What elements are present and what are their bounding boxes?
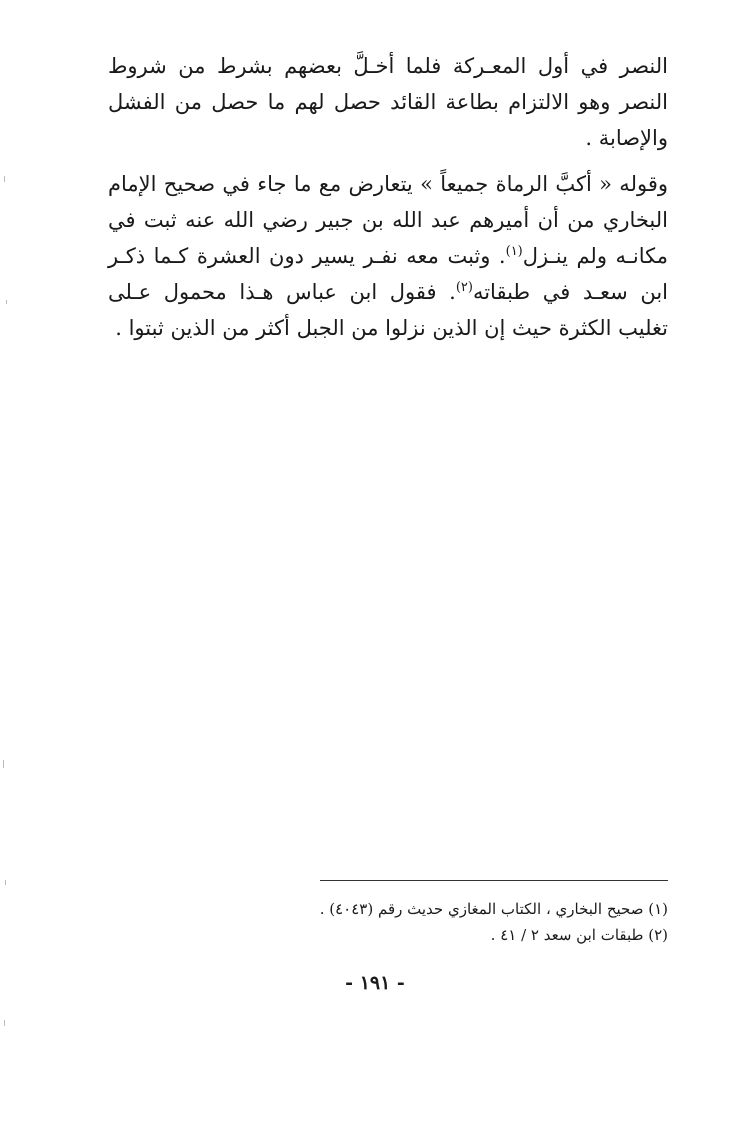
footnote-separator (320, 880, 668, 881)
scan-speck (4, 1020, 5, 1026)
scan-speck (5, 880, 6, 885)
paragraph-2-part-2: . وثبت معه نفـر يسير دون العشرة كـما ذكـر ابن سعـد في طبقاته (108, 244, 668, 304)
footnotes (300, 896, 668, 948)
footnote-1: (١) صحيح البخاري ، الكتاب المغازي حديث رقم (٤٠٤٣) . (319, 900, 668, 918)
scan-speck (4, 176, 5, 182)
scan-speck (3, 760, 4, 768)
main-text-body (108, 48, 668, 346)
page-number: - ١٩١ - (345, 972, 405, 994)
paragraph-2-part-3: . فقول ابن عباس هـذا محمول عـلى تغليب الكثرة حيث إن الذين نزلوا من الجبل أكثر من الذين ثبتوا . (108, 280, 668, 340)
scan-speck (6, 300, 7, 304)
paragraph-2-part-1: وقوله « أكبَّ الرماة جميعاً » يتعارض مع ما جاء في صحيح الإمام البخاري من أن أميرهم عبد الله بن جبير رضي الله عنه ثبت في مكانـه ولم ينـزل (108, 172, 669, 268)
left-margin-scan-marks (0, 0, 14, 1124)
footnote-ref-2: (٢) (455, 280, 473, 295)
paragraph-2 (108, 166, 668, 346)
footnote-ref-1: (١) (505, 244, 523, 259)
footnote-2: (٢) طبقات ابن سعد ٢ / ٤١ . (490, 926, 668, 944)
paragraph-1: النصر في أول المعـركة فلما أخـلَّ بعضهم بشرط من شروط النصر وهو الالتزام بطاعة القائد حصل لهم ما حصل من الفشل والإصابة . (108, 54, 668, 150)
